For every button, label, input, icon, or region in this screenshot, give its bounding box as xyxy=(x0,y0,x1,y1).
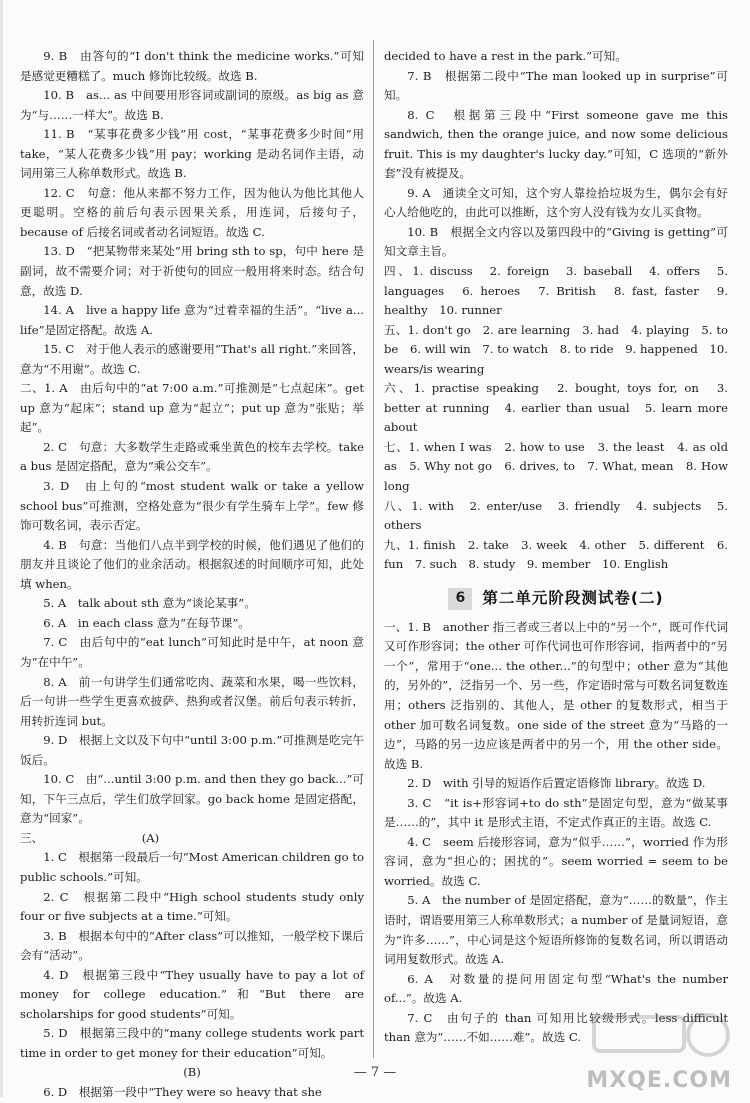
right-column xyxy=(384,47,728,1048)
watermark-text: MXQE.COM xyxy=(586,1068,732,1094)
section-one-answer: 一、1. B another 指三者或三者以上中的“另一个”，既可作代词又可作形容词；the other 可作代词也可作形容词，指两者中的“另一个”，常用于“one... the other...”的句型中；other 意为“其他的，另外的”，泛指另一个、另一些，作定语时常与可数名词复数连用；others 泛指别的、其他人，是 other 的复数形式，相当于 other 加可数名词复数。one side of the street 意为“马路的一边”，马路的另一边应该是两者中的另一个，用 the other side。故选 B. xyxy=(384,619,728,771)
answer-item: 3. D 由上句的“most student walk or take a yellow school bus”可推测，空格处意为“很少有学生骑车上学”。few 修饰可数名词，表示否定。 xyxy=(20,479,364,533)
answer-item: 4. B 句意：当他们八点半到学校的时候，他们遇见了他们的朋友并且谈论了他们的业余活动。根据叙述的时间顺序可知，此处填 when。 xyxy=(20,537,364,591)
section-seven-answers: 七、1. when I was 2. how to use 3. the least 4. as old as 5. Why not go 6. drives, to 7. What, mean 8. How long xyxy=(384,439,728,494)
answer-item: 2. C 根据第二段中“High school students study only four or five subjects at a time.”可知。 xyxy=(20,889,364,924)
answer-item: 15. C 对于他人表示的感谢要用“That's all right.”来回答，意为“不用谢”。故选 C. xyxy=(20,342,364,376)
page-number: — 7 — xyxy=(353,1065,397,1080)
answer-item: 6. D 根据第一段中“They were so heavy that she xyxy=(43,1084,322,1099)
passage-b-heading: (B) xyxy=(183,1065,201,1080)
answer-item: 6. A in each class 意为“在每节课”。 xyxy=(43,615,250,630)
answer-item: 8. C 根据第三段中“First someone gave me this sandwich, then the orange juice, and now some delicious fruit. This is my daughter's lucky day.”可知，C 选项的“新外套”没有被提及。 xyxy=(384,107,728,181)
answer-item: 11. B “某事花费多少钱”用 cost，“某事花费多少时间”用 take，“某人花费多少钱”用 pay；working 是动名词作主语，动词用第三人称单数形式。故选 B. xyxy=(20,127,364,181)
answer-item: 14. A live a happy life 意为“过着幸福的生活”。“live a... life”是固定搭配。故选 A. xyxy=(20,303,364,337)
answer-item: 2. C 句意：大多数学生走路或乘坐黄色的校车去学校。take a bus 是固定搭配，意为“乘公交车”。 xyxy=(20,439,364,474)
section-five-answers: 五、1. don't go 2. are learning 3. had 4. playing 5. to be 6. will win 7. to watch 8. to ride 9. happened 10. wears/is wearing xyxy=(384,322,728,376)
section-eight-answers: 八、1. with 2. enter/use 3. friendly 4. subjects 5. others xyxy=(384,498,728,533)
answer-item: 4. C seem 后接形容词，意为“似乎……”，worried 作为形容词，意为“担心的；困扰的”。seem worried = seem to be worried。故选 C. xyxy=(384,834,728,888)
section-three-heading: 三、 (A) xyxy=(20,830,160,845)
answer-item: 9. D 根据上文以及下句中“until 3:00 p.m.”可推测是吃完午饭后。 xyxy=(20,733,364,767)
answer-item: 10. B as... as 中间要用形容词或副词的原级。as big as 意为“与……一样大”。故选 B. xyxy=(20,88,364,122)
answer-item: 12. C 句意：他从来都不努力工作，因为他认为他比其他人更聪明。空格的前后句表示因果关系，用连词，后接句子，because of 后接名词或者动名词短语。故选 C. xyxy=(20,185,364,239)
answer-item: 7. C 由句子的 than 可知用比较级形式。less difficult than 意为“……不如……难”。故选 C. xyxy=(384,1010,728,1045)
answer-item: 8. A 前一句讲学生们通常吃肉、蔬菜和水果，喝一些饮料，后一句讲一些学生更喜欢披萨、热狗或者汉堡。前后句表示转折，用转折连词 but。 xyxy=(20,674,364,728)
column-divider xyxy=(373,40,374,1058)
answer-item: 3. C “it is+形容词+to do sth”是固定句型，意为“做某事是……的”，其中 it 是形式主语，不定式作真正的主语。故选 C. xyxy=(384,795,728,830)
answer-item: 9. A 通读全文可知，这个穷人靠捡拾垃圾为生，偶尔会有好心人给他吃的，由此可以推断，这个穷人没有钱为女儿买食物。 xyxy=(384,185,728,220)
answer-item: 10. C 由“...until 3:00 p.m. and then they go back...”可知，下午三点后，学生们放学回家。go back home 是固定搭配，意为“回家”。 xyxy=(20,772,364,826)
unit-header xyxy=(384,586,728,612)
answer-item: 10. B 根据全文内容以及第四段中的“Giving is getting”可知文章主旨。 xyxy=(384,224,728,259)
answer-item: 4. D 根据第三段中“They usually have to pay a lot of money for college education.”和“But there are scholarships for good students”可知。 xyxy=(20,967,364,1021)
section-six-answers: 六、1. practise speaking 2. bought, toys for, on 3. better at running 4. earlier than usual 5. learn more about xyxy=(384,381,728,435)
section-two-start: 二、1. A 由后句中的“at 7:00 a.m.”可推测是“七点起床”。get up 意为“起床”；stand up 意为“起立”；put up 意为“张贴；举起”。 xyxy=(20,381,364,435)
left-column xyxy=(20,47,364,1103)
answer-item: 5. A talk about sth 意为“谈论某事”。 xyxy=(43,596,256,611)
answer-item: 5. D 根据第三段中的“many college students work part time in order to get money for their education”可知。 xyxy=(20,1026,364,1060)
answer-item: 2. D with 引导的短语作后置定语修饰 library。故选 D. xyxy=(407,776,706,791)
answer-item: 7. C 由后句中的“eat lunch”可知此时是中午，at noon 意为“在中午”。 xyxy=(20,635,364,669)
answer-item: 3. B 根据本句中的“After class”可以推知，一般学校下课后会有“活动”。 xyxy=(20,928,364,963)
answer-item: 6. A 对数量的提问用固定句型“What's the number of...”。故选 A. xyxy=(384,971,728,1006)
section-four-answers: 四、1. discuss 2. foreign 3. baseball 4. offers 5. languages 6. heroes 7. British 8. fast, faster 9. healthy 10. runner xyxy=(384,264,728,318)
answer-item: 5. A the number of 是固定搭配，意为“……的数量”，作主语时，谓语要用第三人称单数形式；a number of 是量词短语，意为“许多……”，中心词是这个短语所修饰的复数名词，所以谓语动词用复数形式。故选 A. xyxy=(384,893,728,967)
answer-continuation: decided to have a rest in the park.”可知。 xyxy=(384,49,627,63)
answer-item: 1. C 根据第一段最后一句“Most American children go to public schools.”可知。 xyxy=(20,850,364,884)
unit-badge: 6 xyxy=(448,588,472,610)
section-nine-answers: 九、1. finish 2. take 3. week 4. other 5. different 6. fun 7. such 8. study 9. member 10. English xyxy=(384,537,728,572)
unit-title: 第二单元阶段测试卷(二) xyxy=(482,588,664,607)
answer-item: 13. D “把某物带来某处”用 bring sth to sp，句中 here 是副词，故不需要介词；对于祈使句的回应一般用将来时态。结合句意，故选 D. xyxy=(20,244,364,298)
answer-item: 9. B 由答句的“I don't think the medicine works.”可知是感觉更糟糕了。much 修饰比较级。故选 B. xyxy=(20,49,364,83)
answer-item: 7. B 根据第二段中“The man looked up in surprise”可知。 xyxy=(384,68,728,103)
